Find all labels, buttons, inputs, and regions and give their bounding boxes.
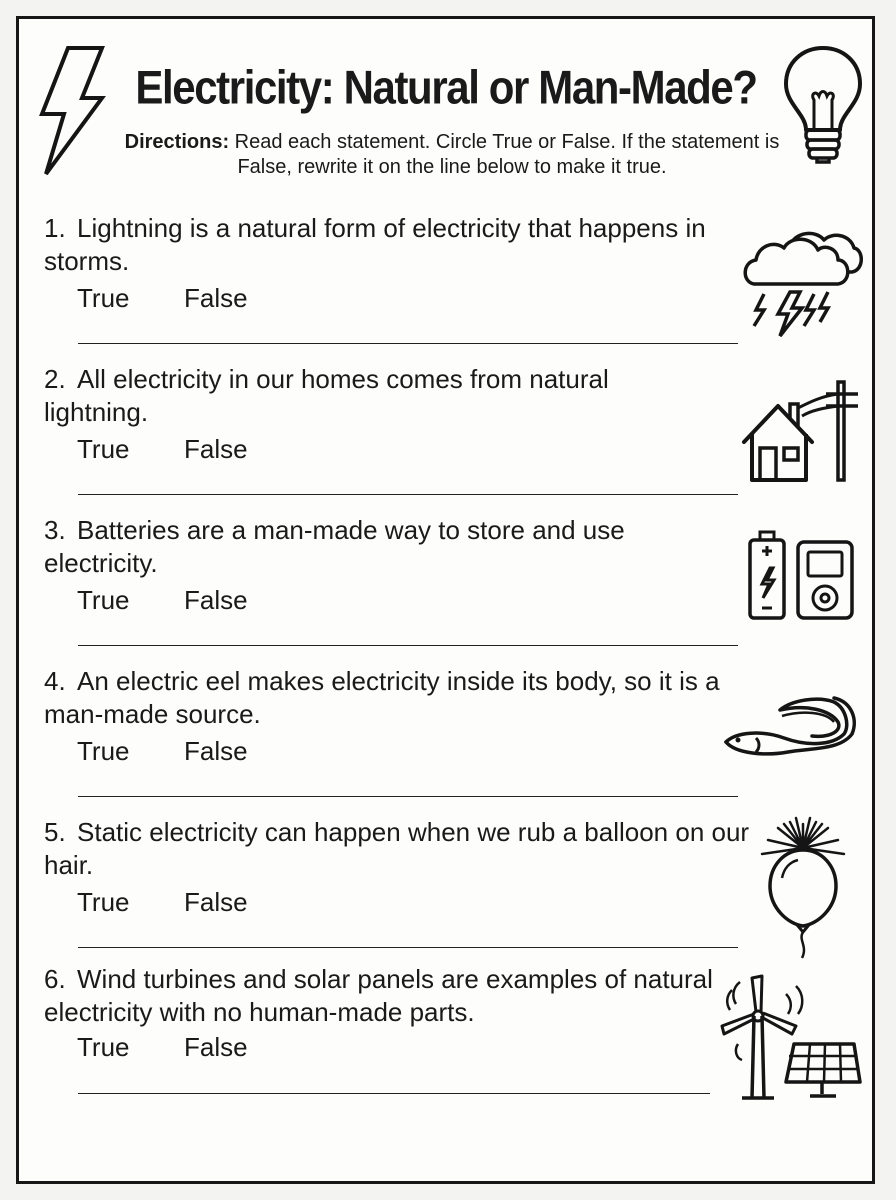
question-5	[44, 816, 764, 918]
true-option[interactable]: True	[77, 283, 130, 313]
directions	[112, 130, 792, 180]
eel-icon	[722, 694, 858, 766]
question-1	[44, 212, 754, 314]
question-6	[44, 963, 724, 1063]
question-4	[44, 665, 754, 767]
battery-device-icon	[748, 530, 856, 622]
true-option[interactable]: True	[77, 887, 130, 917]
true-option[interactable]: True	[77, 736, 130, 766]
false-option[interactable]: False	[184, 1032, 248, 1062]
page-title: Electricity: Natural or Man-Made?	[135, 61, 757, 114]
question-3	[44, 514, 744, 616]
true-option[interactable]: True	[77, 1032, 130, 1062]
answer-line-5[interactable]	[78, 947, 738, 948]
question-number: 6.	[44, 964, 66, 994]
lightning-bolt-icon	[38, 44, 106, 178]
question-text: Batteries are a man-made way to store and use electricity.	[44, 515, 625, 578]
light-bulb-icon	[780, 44, 866, 168]
storm-cloud-icon	[740, 226, 864, 342]
directions-label: Directions:	[124, 131, 230, 153]
question-text: All electricity in our homes comes from natural lightning.	[44, 364, 609, 427]
question-number: 2.	[44, 364, 66, 394]
question-number: 4.	[44, 666, 66, 696]
question-2	[44, 363, 704, 465]
balloon-icon	[758, 816, 848, 962]
question-text: Lightning is a natural form of electricity that happens in storms.	[44, 213, 706, 276]
answer-line-2[interactable]	[78, 494, 738, 495]
false-option[interactable]: False	[184, 434, 248, 464]
answer-line-6[interactable]	[78, 1093, 710, 1094]
question-number: 3.	[44, 515, 66, 545]
question-number: 5.	[44, 817, 66, 847]
false-option[interactable]: False	[184, 736, 248, 766]
question-text: Wind turbines and solar panels are examples of natural electricity with no human-made parts.	[44, 964, 713, 1027]
question-text: Static electricity can happen when we rub a balloon on our hair.	[44, 817, 750, 880]
question-text: An electric eel makes electricity inside its body, so it is a man-made source.	[44, 666, 720, 729]
false-option[interactable]: False	[184, 283, 248, 313]
true-option[interactable]: True	[77, 585, 130, 615]
answer-line-4[interactable]	[78, 796, 738, 797]
directions-text: Read each statement. Circle True or False. If the statement is False, rewrite it on the line below to make it true.	[229, 131, 780, 178]
answer-line-3[interactable]	[78, 645, 738, 646]
question-number: 1.	[44, 213, 66, 243]
false-option[interactable]: False	[184, 887, 248, 917]
answer-line-1[interactable]	[78, 343, 738, 344]
false-option[interactable]: False	[184, 585, 248, 615]
wind-solar-icon	[718, 972, 864, 1102]
house-power-line-icon	[740, 378, 864, 482]
true-option[interactable]: True	[77, 434, 130, 464]
